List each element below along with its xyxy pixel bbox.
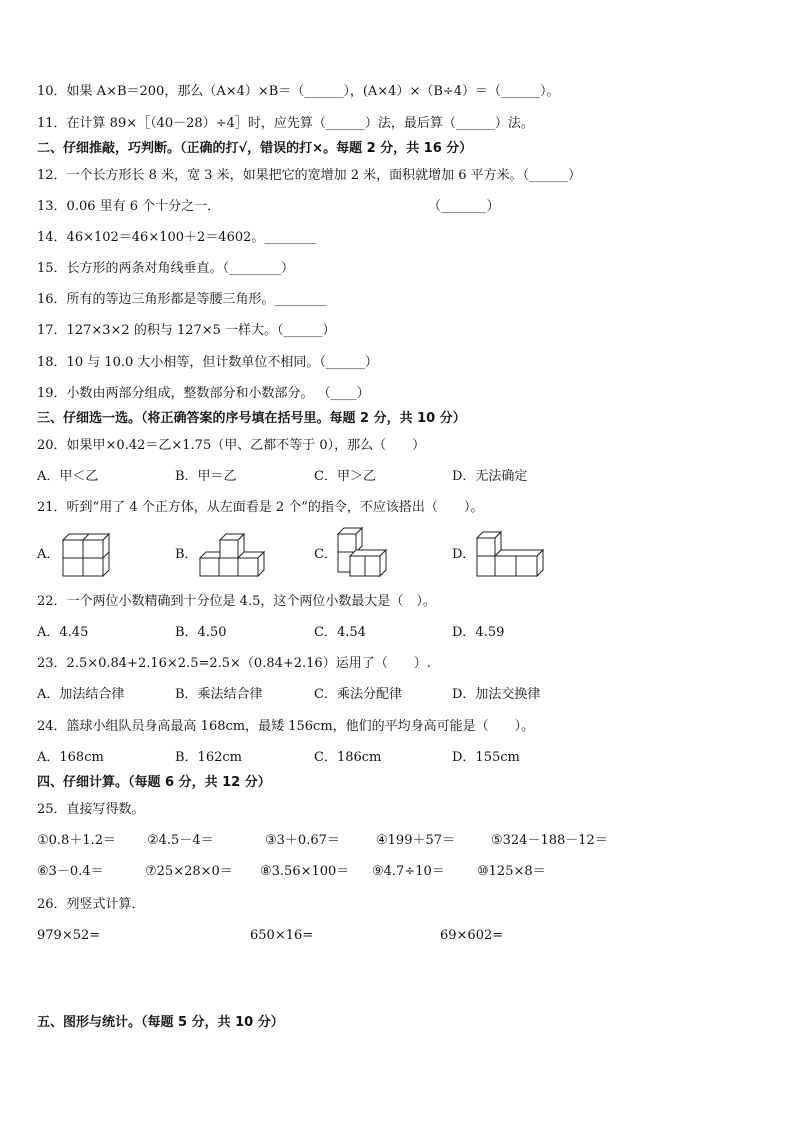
question-15: 15．长方形的两条对角线垂直。（________） bbox=[37, 261, 295, 276]
q24-option-a: A．168cm bbox=[37, 750, 104, 765]
q20-option-c: C．甲＞乙 bbox=[314, 469, 376, 484]
q22-option-d: D．4.59 bbox=[452, 625, 505, 640]
question-14: 14．46×102＝46×100＋2＝4602。________ bbox=[37, 230, 317, 245]
q21-figure-b bbox=[198, 530, 268, 580]
question-12: 12．一个长方形长 8 米，宽 3 米，如果把它的宽增加 2 米，面积就增加 6 平方米。（______） bbox=[37, 168, 582, 183]
q25-item-6: ⑥3－0.4＝ bbox=[37, 864, 104, 879]
question-24: 24．篮球小组队员身高最高 168cm，最矮 156cm，他们的平均身高可能是（ ）。 bbox=[37, 719, 535, 734]
q25-item-10: ⑩125×8＝ bbox=[477, 864, 546, 879]
q23-option-a: A．加法结合律 bbox=[37, 687, 125, 702]
q25-item-2: ②4.5－4＝ bbox=[147, 833, 214, 848]
q21-figure-d bbox=[475, 528, 547, 578]
question-13-blank: （_______） bbox=[428, 199, 500, 214]
question-19: 19．小数由两部分组成，整数部分和小数部分。 （____） bbox=[37, 386, 370, 401]
q24-option-c: C．186cm bbox=[314, 750, 382, 765]
q25-item-5: ⑤324－188－12＝ bbox=[491, 833, 608, 848]
question-13: 13．0.06 里有 6 个十分之一． bbox=[37, 199, 221, 214]
q25-item-9: ⑨4.7÷10＝ bbox=[372, 864, 445, 879]
q23-option-c: C．乘法分配律 bbox=[314, 687, 402, 702]
question-16: 16．所有的等边三角形都是等腰三角形。________ bbox=[37, 292, 327, 307]
q20-option-a: A．甲＜乙 bbox=[37, 469, 99, 484]
q21-option-c: C． bbox=[314, 547, 337, 562]
q23-option-b: B．乘法结合律 bbox=[175, 687, 263, 702]
section-5-heading: 五、图形与统计。（每题 5 分，共 10 分） bbox=[37, 1015, 284, 1030]
q24-option-b: B．162cm bbox=[175, 750, 242, 765]
question-18: 18．10 与 10.0 大小相等，但计数单位不相同。（______） bbox=[37, 355, 378, 370]
q21-option-a: A． bbox=[37, 547, 60, 562]
q26-item-3: 69×602= bbox=[440, 928, 504, 943]
q26-item-2: 650×16= bbox=[250, 928, 314, 943]
q25-item-7: ⑦25×28×0＝ bbox=[145, 864, 233, 879]
q22-option-a: A．4.45 bbox=[37, 625, 89, 640]
section-3-heading: 三、仔细选一选。（将正确答案的序号填在括号里。每题 2 分，共 10 分） bbox=[37, 411, 466, 426]
question-21: 21．听到“用了 4 个正方体，从左面看是 2 个”的指令，不应该搭出（ ）。 bbox=[37, 500, 484, 515]
section-4-heading: 四、仔细计算。（每题 6 分，共 12 分） bbox=[37, 775, 271, 790]
question-23: 23．2.5×0.84+2.16×2.5=2.5×（0.84+2.16）运用了（ ）. bbox=[37, 656, 431, 671]
question-10: 10．如果 A×B＝200，那么（A×4）×B＝（______），(A×4）×（B÷4）＝（______）。 bbox=[37, 84, 560, 99]
q25-item-3: ③3＋0.67＝ bbox=[265, 833, 340, 848]
q21-figure-a bbox=[60, 528, 110, 578]
question-11: 11．在计算 89×［（40－28）÷4］时，应先算（______）法，最后算（______）法。 bbox=[37, 116, 534, 131]
question-25: 25．直接写得数。 bbox=[37, 802, 145, 817]
q23-option-d: D．加法交换律 bbox=[452, 687, 541, 702]
q25-item-4: ④199＋57＝ bbox=[376, 833, 456, 848]
question-20: 20．如果甲×0.42＝乙×1.75（甲、乙都不等于 0），那么（ ） bbox=[37, 438, 426, 453]
question-26: 26．列竖式计算． bbox=[37, 897, 145, 912]
q22-option-b: B．4.50 bbox=[175, 625, 227, 640]
q25-item-8: ⑧3.56×100＝ bbox=[260, 864, 350, 879]
q21-figure-c bbox=[335, 526, 390, 581]
q24-option-d: D．155cm bbox=[452, 750, 520, 765]
q21-option-b: B． bbox=[175, 547, 198, 562]
q25-item-1: ①0.8＋1.2＝ bbox=[37, 833, 117, 848]
q21-option-d: D． bbox=[452, 547, 476, 562]
q20-option-d: D．无法确定 bbox=[452, 469, 528, 484]
q26-item-1: 979×52= bbox=[37, 928, 101, 943]
section-2-heading: 二、仔细推敲，巧判断。（正确的打√，错误的打×。每题 2 分，共 16 分） bbox=[37, 141, 473, 156]
question-17: 17．127×3×2 的积与 127×5 一样大。（______） bbox=[37, 323, 336, 338]
q22-option-c: C．4.54 bbox=[314, 625, 366, 640]
question-22: 22．一个两位小数精确到十分位是 4.5，这个两位小数最大是（ ）。 bbox=[37, 594, 436, 609]
q20-option-b: B．甲＝乙 bbox=[175, 469, 237, 484]
